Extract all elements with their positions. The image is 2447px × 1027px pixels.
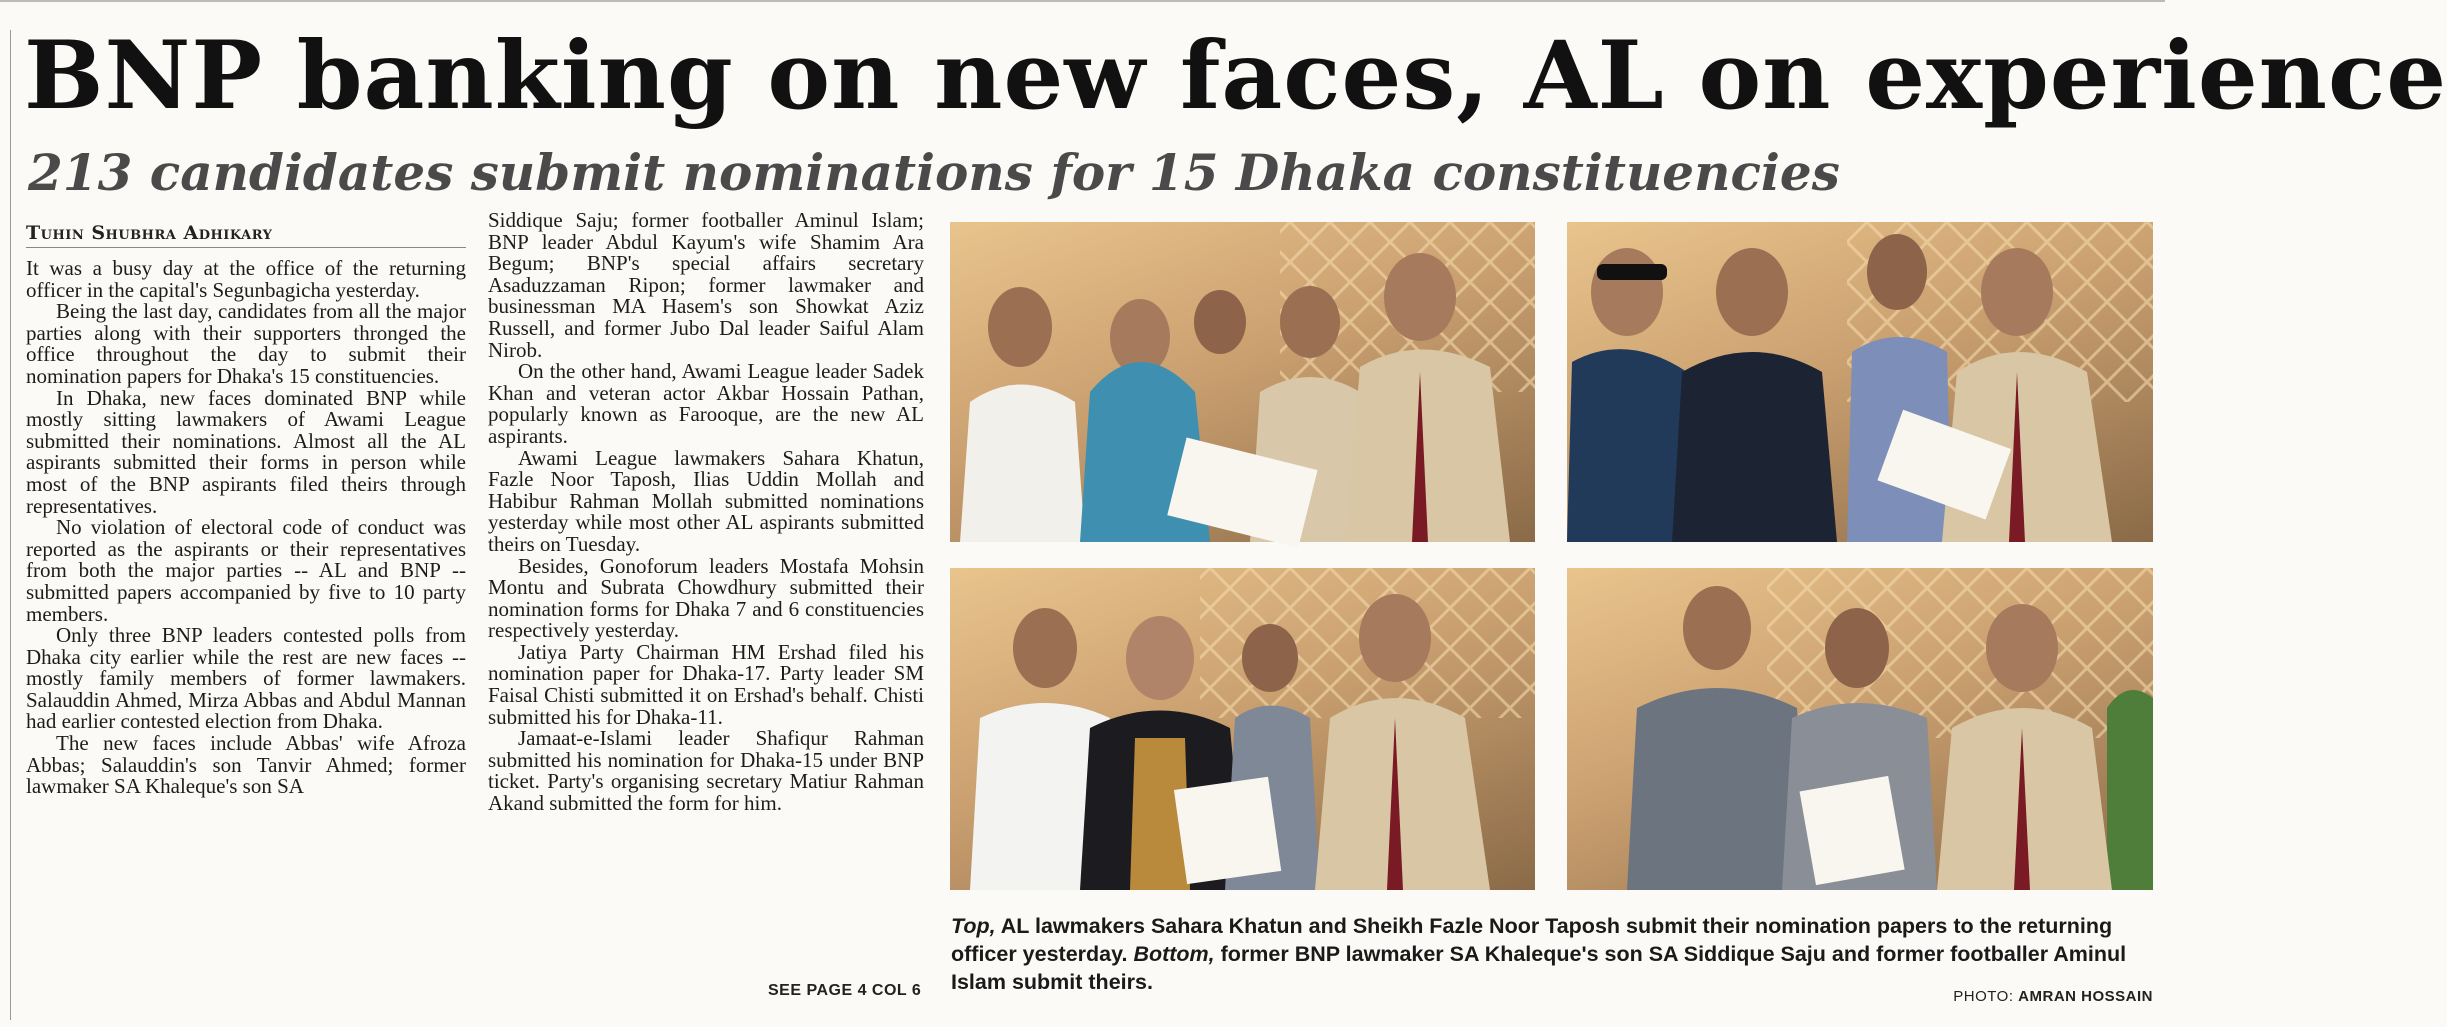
paragraph: In Dhaka, new faces dominated BNP while mostly sitting lawmakers of Awami League submitted their nominations. Almost all the AL aspirants submitted their forms in person while most of the BNP aspirants filed theirs through representatives.	[26, 385, 466, 518]
paragraph: Jatiya Party Chairman HM Ershad filed his nomination paper for Dhaka-17. Party leader SM Faisal Chisti submitted it on Ershad's behalf. Chisti submitted his for Dhaka-11.	[488, 639, 924, 729]
caption-bottom-label: Bottom,	[1133, 942, 1215, 966]
byline: Tuhin Shubhra Adhikary	[26, 222, 466, 248]
top-rule	[0, 0, 2165, 2]
paragraph: It was a busy day at the office of the returning officer in the capital's Segunbagicha yesterday.	[26, 256, 466, 302]
paragraph: Jamaat-e-Islami leader Shafiqur Rahman submitted his nomination for Dhaka-15 under BNP ticket. Party's organising secretary Matiur Rahman Akand submitted the form for him.	[488, 726, 924, 816]
paragraph: On the other hand, Awami League leader Sadek Khan and veteran actor Akbar Hossain Pathan, popularly known as Farooque, are the new AL aspirants.	[488, 359, 924, 448]
headline: BNP banking on new faces, AL on experience	[24, 21, 2447, 131]
photo-credit-label: PHOTO:	[1953, 988, 2019, 1005]
paragraph: No violation of electoral code of conduct was reported as the aspirants or their representatives from both the major parties -- AL and BNP -- submitted papers accompanied by five to 10 party members.	[26, 515, 466, 626]
paragraph: Being the last day, candidates from all the major parties along with their supporters thronged the office throughout the day to submit their nomination papers for Dhaka's 15 constituencies.	[26, 299, 466, 388]
photo-credit	[1953, 988, 2153, 1005]
photo-bottom-left	[950, 568, 1535, 890]
article-column-1	[26, 258, 466, 798]
photo-bottom-right	[1567, 568, 2153, 890]
paragraph: The new faces include Abbas' wife Afroza Abbas; Salauddin's son Tanvir Ahmed; former lawmaker SA Khaleque's son SA	[26, 731, 466, 799]
caption-bottom-text: former BNP lawmaker SA Khaleque's son SA Siddique Saju and former footballer Aminul Islam submit theirs.	[951, 942, 2127, 994]
paragraph: Only three BNP leaders contested polls from Dhaka city earlier while the rest are new faces -- mostly family members of former lawmakers. Salauddin Ahmed, Mirza Abbas and Abdul Mannan had earlier contested election from Dhaka.	[26, 623, 466, 734]
paragraph: Besides, Gonoforum leaders Mostafa Mohsin Montu and Subrata Chowdhury submitted their nomination forms for Dhaka 7 and 6 constituencies respectively yesterday.	[488, 553, 924, 643]
paragraph: Siddique Saju; former footballer Aminul Islam; BNP leader Abdul Kayum's wife Shamim Ara Begum; BNP's special affairs secretary Asaduzzaman Ripon; former lawmaker and businessman MA Hasem's son Showkat Aziz Russell, and former Jubo Dal leader Saiful Alam Nirob.	[488, 208, 924, 362]
continued-jump-line: SEE PAGE 4 COL 6	[768, 982, 922, 999]
article-column-2	[488, 210, 924, 815]
photo-top-right	[1567, 222, 2153, 542]
photo-credit-name: AMRAN HOSSAIN	[2018, 988, 2153, 1005]
subheadline: 213 candidates submit nominations for 15 Dhaka constituencies	[28, 143, 1840, 202]
left-column-rule	[10, 30, 11, 1020]
caption-top-text: AL lawmakers Sahara Khatun and Sheikh Fazle Noor Taposh submit their nomination papers to the returning officer yesterday.	[951, 914, 2113, 966]
photo-top-left	[950, 222, 1535, 542]
caption-top-label: Top,	[951, 914, 996, 938]
photo-caption	[951, 912, 2151, 996]
paragraph: Awami League lawmakers Sahara Khatun, Fazle Noor Taposh, Ilias Uddin Mollah and Habibur Rahman Mollah submitted nominations yesterday while most other AL aspirants submitted theirs on Tuesday.	[488, 445, 924, 556]
